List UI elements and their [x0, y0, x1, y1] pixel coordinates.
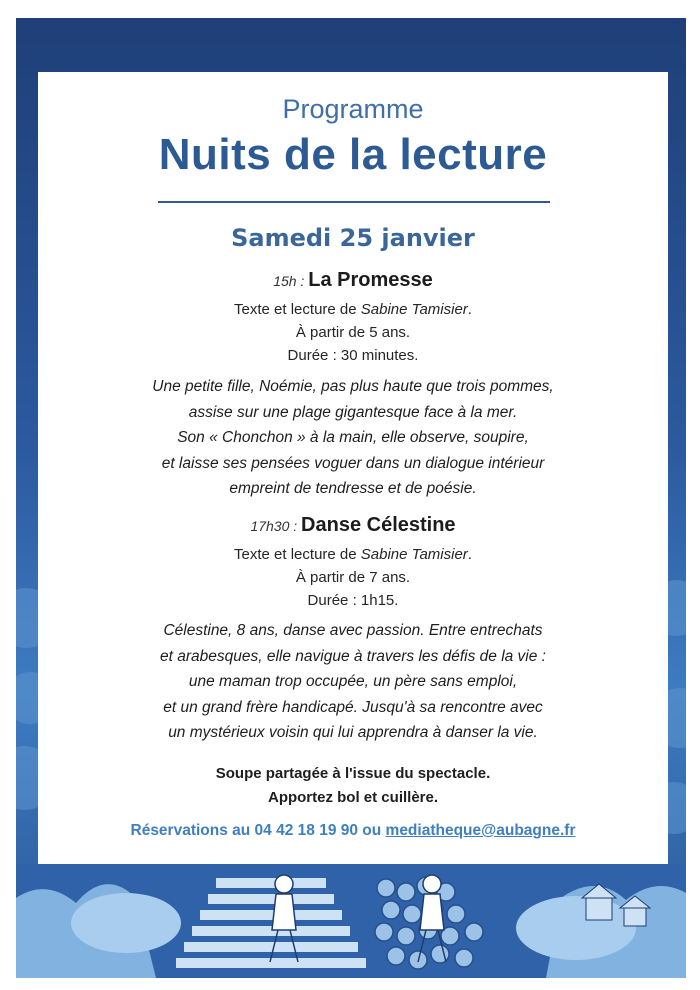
- event-1-title: La Promesse: [308, 269, 433, 291]
- event-date: Samedi 25 janvier: [231, 224, 475, 252]
- soup-note: [38, 762, 668, 810]
- event-2-desc-line-2: et arabesques, elle navigue à travers les défis de la vie :: [159, 647, 546, 665]
- event-1-author-line: [38, 298, 668, 321]
- event-2-desc-line-3: une maman trop occupée, un père sans emploi,: [188, 673, 518, 690]
- event-1-author: Sabine Tamisier: [360, 301, 468, 318]
- title-divider: [158, 201, 550, 203]
- event-2-age: À partir de 7 ans.: [295, 569, 411, 586]
- event-1-duration: Durée : 30 minutes.: [287, 347, 419, 364]
- event-1-author-prefix: Texte et lecture de: [234, 301, 361, 318]
- event-1-time: 15h :: [273, 273, 309, 289]
- soup-note-line-1: Soupe partagée à l'issue du spectacle.: [215, 765, 491, 782]
- event-2-desc-line-5: un mystérieux voisin qui lui apprendra à danser la vie.: [168, 724, 538, 741]
- soup-note-line-2: Apportez bol et cuillère.: [267, 789, 439, 806]
- event-1-heading: [38, 269, 668, 292]
- event-2-desc-line-1: Célestine, 8 ans, danse avec passion. Entre entrechats: [163, 622, 543, 639]
- programme-kicker: Programme: [282, 94, 424, 124]
- event-2-title: Danse Célestine: [301, 514, 456, 536]
- event-2-heading: [38, 514, 668, 537]
- event-2-info: [38, 543, 668, 612]
- event-1-desc-line-5: empreint de tendresse et de poésie.: [229, 480, 477, 497]
- event-2-author-suffix: .: [467, 546, 472, 563]
- event-2-desc-line-4: et un grand frère handicapé. Jusqu'à sa rencontre avec: [163, 698, 543, 716]
- event-1-author-suffix: .: [467, 301, 472, 318]
- reservation-text: Réservations au 04 42 18 19 90 ou: [130, 822, 386, 839]
- event-2-author-line: [38, 543, 668, 566]
- reservation-line: [38, 822, 668, 840]
- page-title: Nuits de la lecture: [158, 130, 548, 179]
- email-link[interactable]: mediatheque@aubagne.fr: [385, 822, 576, 839]
- programme-panel: [38, 72, 668, 864]
- event-1-desc-line-3: Son « Chonchon » à la main, elle observe, soupire,: [177, 429, 529, 446]
- event-1-description: [38, 374, 668, 502]
- event-2-description: [38, 618, 668, 746]
- event-2-duration: Durée : 1h15.: [307, 592, 399, 609]
- event-1-age: À partir de 5 ans.: [295, 324, 411, 341]
- event-1-info: [38, 298, 668, 367]
- event-1-desc-line-1: Une petite fille, Noémie, pas plus haute que trois pommes,: [152, 378, 554, 395]
- event-2-author-prefix: Texte et lecture de: [234, 546, 361, 563]
- event-1-desc-line-4: et laisse ses pensées voguer dans un dialogue intérieur: [161, 454, 545, 472]
- event-1-desc-line-2: assise sur une plage gigantesque face à la mer.: [188, 403, 518, 421]
- event-2-author: Sabine Tamisier: [360, 546, 468, 563]
- event-2-time: 17h30 :: [250, 518, 302, 534]
